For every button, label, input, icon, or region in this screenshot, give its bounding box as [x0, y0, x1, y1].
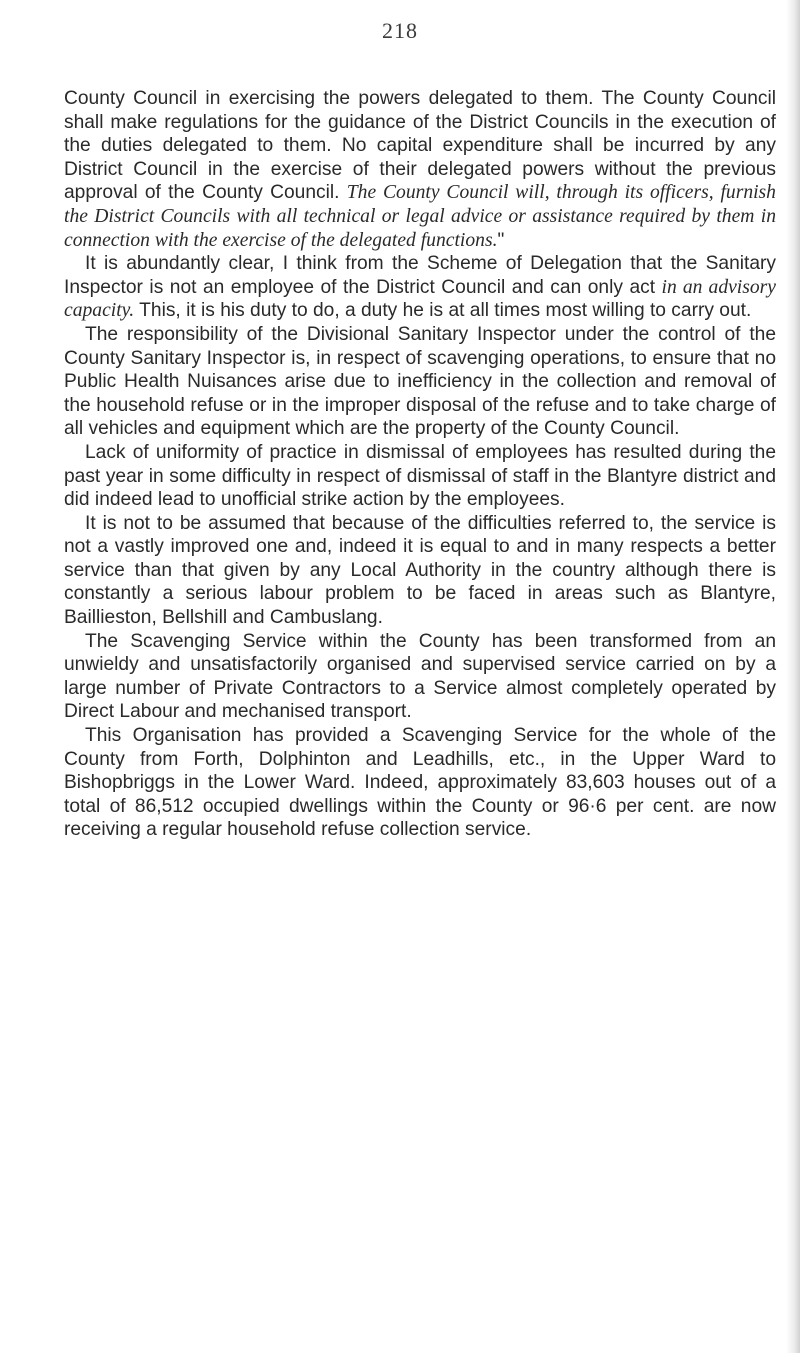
paragraph-text: This, it is his duty to do, a duty he is at all times most willing to carry out. — [134, 300, 752, 322]
paragraph-sanitary-inspector-role — [64, 252, 776, 323]
italic-quote: The County Council will, through its officers, furnish the District Councils with all technical or legal advice or assistance required by them in connection with the exercise of the delegated functions. — [64, 182, 776, 251]
italic-phrase: in an advisory capacity. — [64, 276, 776, 322]
paragraph-dismissal: Lack of uniformity of practice in dismissal of employees has resulted during the past year in some difficulty in respect of dismissal of staff in the Blantyre district and did indeed lead to unofficial strike action by the employees. — [64, 441, 776, 511]
paragraph-text: It is abundantly clear, I think from the Scheme of Delegation that the Sanitary Inspector is not an employee of the District Council and can only act — [64, 253, 776, 298]
page-number: 218 — [382, 18, 418, 43]
paragraph-service-quality: It is not to be assumed that because of the difficulties referred to, the service is not a vastly improved one and, indeed it is equal to and in many respects a better service than that given by any Local Authority in the country although there is constantly a serious labour problem to be faced in areas such as Blantyre, Baillieston, Bellshill and Cambuslang. — [64, 512, 776, 629]
closing-quote: " — [497, 229, 505, 251]
paragraph-text: County Council in exercising the powers delegated to them. The County Council shall make regulations for the guidance of the District Councils in the execution of the duties delegated to them. No capital expenditure shall be incurred by any District Council in the exercise of their delegated powers without the previous approval of the County Council. — [64, 88, 776, 204]
paragraph-transformation: The Scavenging Service within the County has been transformed from an unwieldy and unsatisfactorily organised and supervised service carried on by a large number of Private Contractors to a Service almost completely operated by Direct Labour and mechanised transport. — [64, 630, 776, 723]
paragraph-divisional-responsibility: The responsibility of the Divisional Sanitary Inspector under the control of the County Sanitary Inspector is, in respect of scavenging operations, to ensure that no Public Health Nuisances arise due to inefficiency in the collection and removal of the household refuse or in the improper disposal of the refuse and to take charge of all vehicles and equipment which are the property of the County Council. — [64, 323, 776, 440]
paragraph-continuation — [64, 87, 776, 252]
body-text — [64, 87, 776, 842]
paragraph-organisation: This Organisation has provided a Scavenging Service for the whole of the County from Forth, Dolphinton and Leadhills, etc., in the Upper Ward to Bishopbriggs in the Lower Ward. Indeed, approximately 83,603 houses out of a total of 86,512 occupied dwellings within the County or 96·6 per cent. are now receiving a regular household refuse collection service. — [64, 725, 776, 841]
page-edge-shadow — [786, 0, 800, 1353]
